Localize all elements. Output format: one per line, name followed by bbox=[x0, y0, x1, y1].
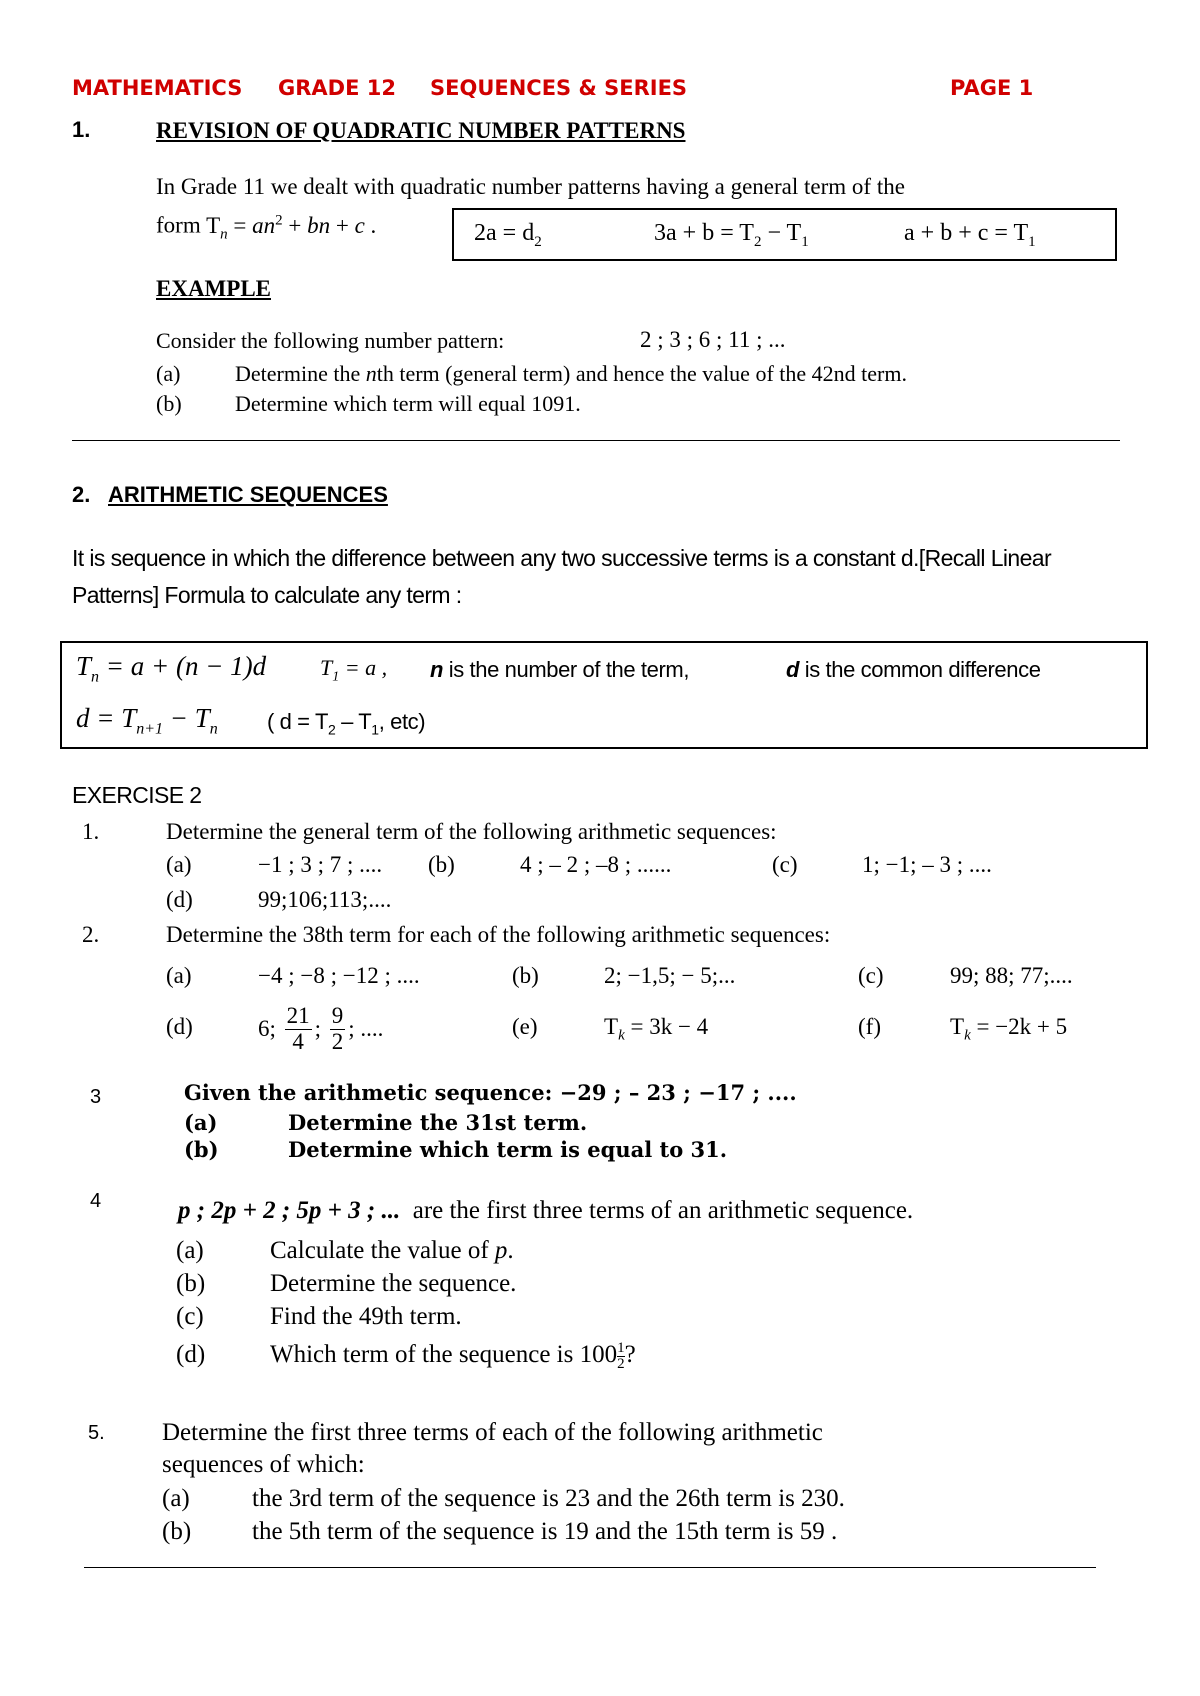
q1-b-seq: 4 ; – 2 ; –8 ; ...... bbox=[520, 852, 672, 877]
q2-b-label: (b) bbox=[512, 963, 539, 988]
header-page: PAGE 1 bbox=[950, 76, 1034, 100]
q5-b-text: the 5th term of the sequence is 19 and the 15th term is 59 . bbox=[252, 1518, 838, 1545]
q2-b-seq: 2; −1,5; − 5;... bbox=[604, 963, 736, 988]
q4-d-text: Which term of the sequence is 100 $\frac{1}{2}$ ? bbox=[270, 1340, 636, 1372]
q2-c-label: (c) bbox=[858, 963, 884, 988]
q4-terms: p ; 2p + 2 ; 5p + 3 ; ... bbox=[178, 1197, 401, 1224]
q2-f-label: (f) bbox=[858, 1014, 881, 1039]
q5-b-label: (b) bbox=[162, 1518, 192, 1545]
q3-text: Given the arithmetic sequence: −29 ; – 23 ; −17 ; .... bbox=[184, 1080, 797, 1105]
q3-a-text: Determine the 31st term. bbox=[288, 1110, 588, 1135]
q2-a-label: (a) bbox=[166, 963, 192, 988]
q5-a-label: (a) bbox=[162, 1485, 190, 1512]
q1-number: 1. bbox=[82, 819, 100, 844]
section2-number: 2. bbox=[72, 482, 91, 507]
general-term-formula: $T_n = an^2$ + bn + c . bbox=[206, 212, 377, 243]
q5-text-line2: sequences of which: bbox=[162, 1451, 365, 1478]
q2-d-seq: 6; $\frac{21}{4}$ ; $\frac{9}{2}$ ; .... bbox=[258, 1003, 384, 1054]
example-part-a-label: (a) bbox=[156, 361, 181, 386]
section2-desc-line1: It is sequence in which the difference between any two successive terms is a constant d.[Recall Linear bbox=[72, 545, 1052, 571]
section1-title: REVISION OF QUADRATIC NUMBER PATTERNS bbox=[156, 118, 686, 143]
fraction-9-2: $\frac{9}{2}$ bbox=[331, 1003, 344, 1054]
form-prefix: form bbox=[156, 212, 201, 238]
formula-tn: $T_n = a + (n - 1)d$ bbox=[76, 651, 267, 686]
d-definition: d is the common difference bbox=[786, 657, 1041, 682]
formula-3a-b: $3a + b = T_2 - T_1$ bbox=[654, 220, 809, 250]
q1-a-seq: −1 ; 3 ; 7 ; .... bbox=[258, 852, 383, 877]
formula-2a-d2: $2a = d_2$ bbox=[474, 220, 542, 250]
fraction-1-2: $\frac{1}{2}$ bbox=[617, 1340, 625, 1372]
formula-a-b-c: $a + b + c = T_1$ bbox=[904, 220, 1036, 250]
divider-1 bbox=[72, 440, 1120, 441]
example-pattern: 2 ; 3 ; 6 ; 11 ; ... bbox=[640, 327, 786, 352]
q4-b-label: (b) bbox=[176, 1270, 206, 1297]
q1-c-label: (c) bbox=[772, 852, 798, 877]
q2-c-seq: 99; 88; 77;.... bbox=[950, 963, 1073, 988]
example-label: EXAMPLE bbox=[156, 276, 271, 301]
q2-text: Determine the 38th term for each of the following arithmetic sequences: bbox=[166, 922, 831, 947]
q4-c-text: Find the 49th term. bbox=[270, 1303, 462, 1330]
arithmetic-formula-box bbox=[60, 641, 1148, 749]
example-part-a-text: Determine the nth term (general term) and hence the value of the 42nd term. bbox=[235, 361, 907, 386]
q4-number: 4 bbox=[90, 1190, 102, 1212]
q2-f-seq: $T_k = -2k + 5$ bbox=[950, 1014, 1068, 1044]
formula-d: $d = T_{n+1} - T_n$ bbox=[76, 703, 218, 738]
fraction-21-4: $\frac{21}{4}$ bbox=[286, 1003, 310, 1054]
section2-title: ARITHMETIC SEQUENCES bbox=[108, 482, 388, 507]
q2-e-label: (e) bbox=[512, 1014, 538, 1039]
example-part-b-text: Determine which term will equal 1091. bbox=[235, 391, 581, 416]
header-grade: GRADE 12 bbox=[278, 76, 396, 100]
q1-c-seq: 1; −1; – 3 ; .... bbox=[862, 852, 992, 877]
section1-intro: In Grade 11 we dealt with quadratic number patterns having a general term of the bbox=[156, 174, 905, 199]
divider-2 bbox=[84, 1567, 1096, 1568]
q2-d-label: (d) bbox=[166, 1014, 193, 1039]
q1-b-label: (b) bbox=[428, 852, 455, 877]
q5-a-text: the 3rd term of the sequence is 23 and the 26th term is 230. bbox=[252, 1485, 845, 1512]
q3-b-label: (b) bbox=[184, 1137, 219, 1162]
section1-form-line bbox=[156, 212, 376, 243]
q4-a-label: (a) bbox=[176, 1237, 204, 1264]
header-subject: MATHEMATICS bbox=[72, 76, 243, 100]
q2-e-seq: $T_k = 3k - 4$ bbox=[604, 1014, 709, 1044]
quadratic-formula-box bbox=[452, 208, 1117, 261]
q2-number: 2. bbox=[82, 922, 100, 947]
q5-number: 5. bbox=[88, 1422, 105, 1444]
q1-text: Determine the general term of the following arithmetic sequences: bbox=[166, 819, 777, 844]
n-definition: n is the number of the term, bbox=[430, 657, 690, 682]
section1-number: 1. bbox=[72, 117, 91, 142]
q2-a-seq: −4 ; −8 ; −12 ; .... bbox=[258, 963, 420, 988]
example-intro: Consider the following number pattern: bbox=[156, 328, 505, 353]
q4-text-line: p ; 2p + 2 ; 5p + 3 ; ... are the first three terms of an arithmetic sequence. bbox=[178, 1197, 914, 1224]
d-example: ( $d = T_2 - T_1$, etc) bbox=[267, 709, 426, 738]
q4-c-label: (c) bbox=[176, 1303, 204, 1330]
q1-d-label: (d) bbox=[166, 887, 193, 912]
q3-b-text: Determine which term is equal to 31. bbox=[288, 1137, 728, 1162]
q1-a-label: (a) bbox=[166, 852, 192, 877]
formula-t1: $T_1 = a$ , bbox=[320, 655, 388, 685]
q4-a-text: Calculate the value of p. bbox=[270, 1237, 514, 1264]
exercise-title: EXERCISE 2 bbox=[72, 782, 202, 808]
q4-b-text: Determine the sequence. bbox=[270, 1270, 517, 1297]
example-part-b-label: (b) bbox=[156, 391, 182, 416]
q3-a-label: (a) bbox=[184, 1110, 218, 1135]
header-topic: SEQUENCES & SERIES bbox=[430, 76, 688, 100]
q4-d-label: (d) bbox=[176, 1341, 206, 1368]
q3-number: 3 bbox=[90, 1086, 102, 1108]
q5-text-line1: Determine the first three terms of each of the following arithmetic bbox=[162, 1419, 823, 1446]
q1-d-seq: 99;106;113;.... bbox=[258, 887, 392, 912]
section2-desc-line2: Patterns] Formula to calculate any term : bbox=[72, 582, 462, 608]
